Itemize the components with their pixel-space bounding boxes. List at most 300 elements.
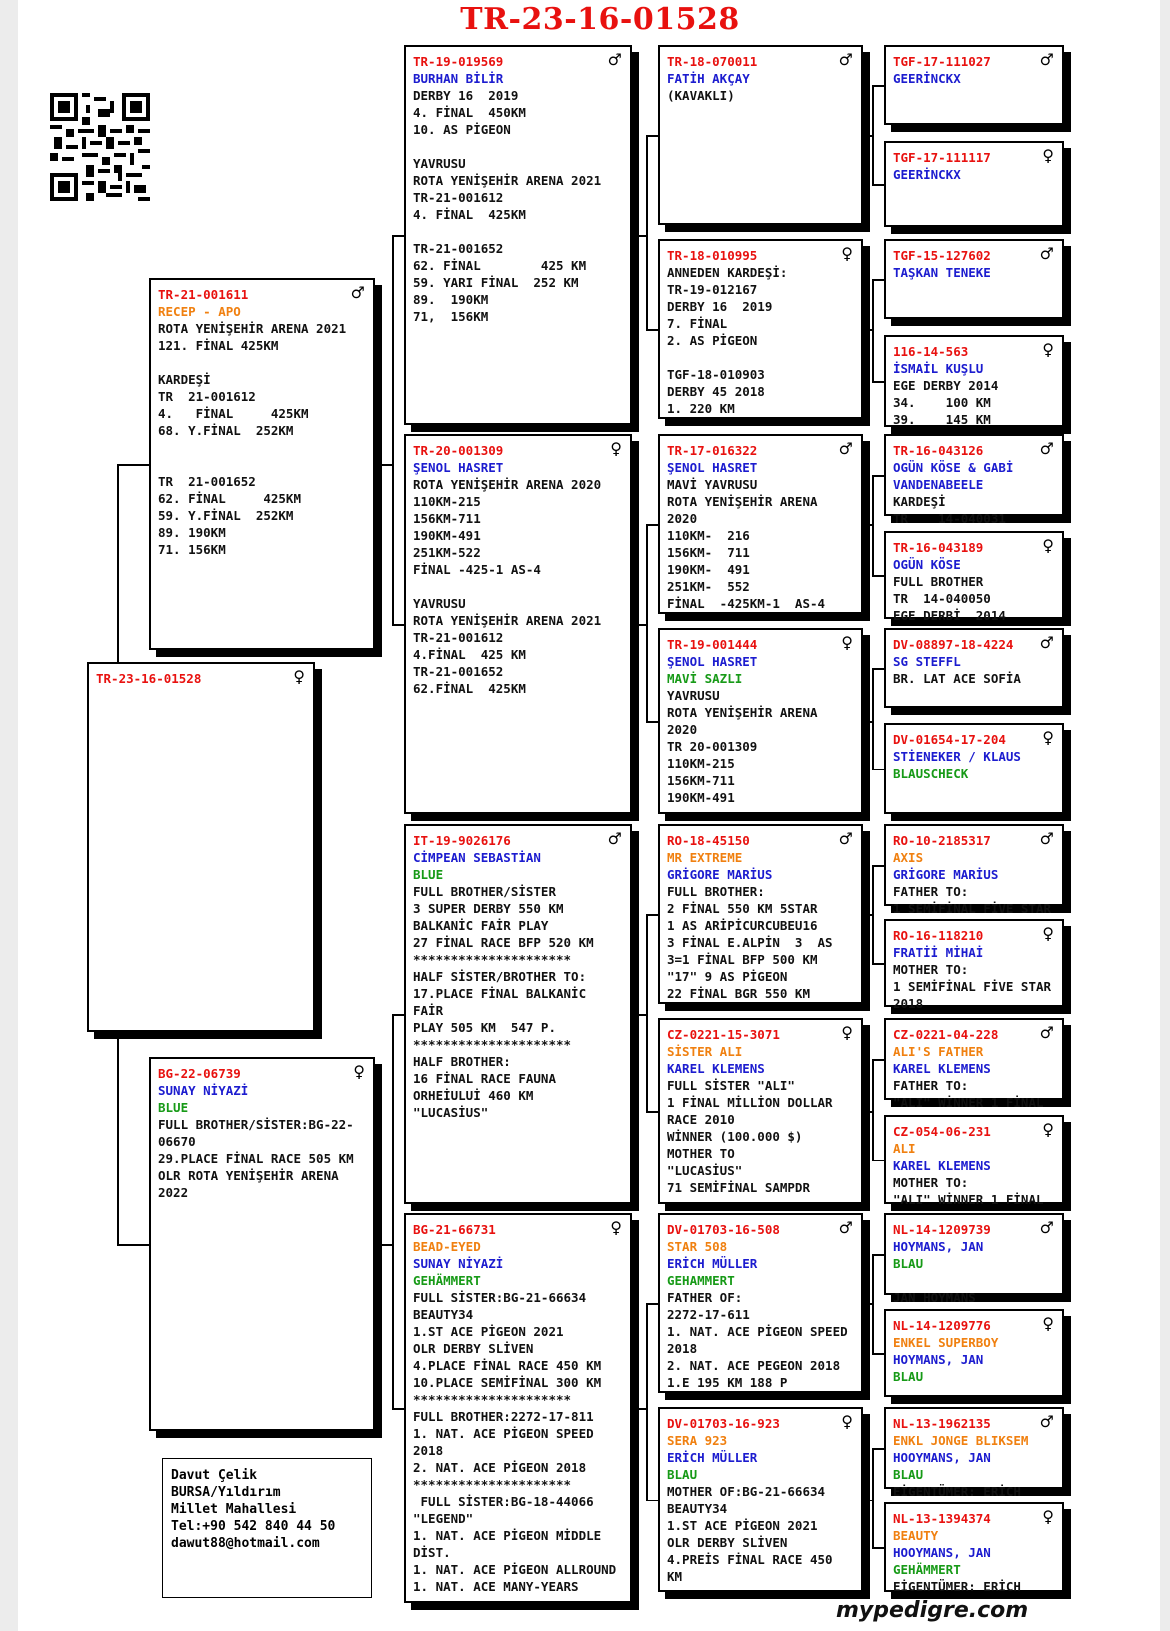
connector-line xyxy=(870,329,872,331)
pedigree-card-ds xyxy=(404,824,632,1204)
card-line: (KAVAKLI) xyxy=(667,88,735,103)
card-line xyxy=(158,456,368,473)
pedigree-card-g8 xyxy=(884,723,1064,814)
ring-number: TR-16-043126 xyxy=(893,443,984,458)
ring-number: TGF-17-111027 xyxy=(893,54,991,69)
card-line: SG STEFFL xyxy=(893,654,961,669)
pedigree-card-g14 xyxy=(884,1309,1064,1397)
card-line: ********************* xyxy=(413,1477,572,1492)
pedigree-card-g12 xyxy=(884,1115,1064,1207)
card-line: 7. FİNAL xyxy=(667,316,728,331)
card-line: "17" 9 AS PİGEON xyxy=(667,969,788,984)
card-line xyxy=(667,349,856,366)
card-line: STİENEKER / KLAUS xyxy=(893,749,1021,764)
card-line: MOTHER TO: xyxy=(893,1175,969,1190)
pedigree-card-g7 xyxy=(884,628,1064,708)
card-line: BLUE xyxy=(413,867,444,882)
card-line: TR 14-040031 xyxy=(893,511,1006,526)
connector-line xyxy=(872,1254,874,1353)
ring-number: TR-19-001444 xyxy=(667,637,758,652)
card-line: 190KM-491 xyxy=(413,528,481,543)
card-line: FATHER TO: xyxy=(893,1078,969,1093)
card-line: EİGENTÜMER: ERİCH xyxy=(893,1484,1021,1499)
card-line: SERA 923 xyxy=(667,1433,728,1448)
male-symbol-icon: ♂ xyxy=(1039,633,1054,652)
card-line: MOTHER TO xyxy=(667,1146,735,1161)
card-line: BR. LAT ACE SOFİA xyxy=(893,671,1021,686)
card-line: RACE 2010 xyxy=(667,1112,735,1127)
card-line: 1. 220 KM xyxy=(667,401,735,416)
connector-line xyxy=(872,475,884,477)
card-line: 16 FİNAL RACE FAUNA xyxy=(413,1071,556,1086)
pedigree-card-g3 xyxy=(884,239,1064,319)
connector-line xyxy=(872,279,884,281)
card-line: 2020 xyxy=(667,511,698,526)
ring-number: BG-22-06739 xyxy=(158,1066,241,1081)
connector-line xyxy=(117,464,119,662)
card-line: "LEGEND" xyxy=(413,1511,474,1526)
card-line: BEAUTY34 xyxy=(667,1501,728,1516)
card-line: ROTA YENİŞEHİR ARENA xyxy=(667,494,818,509)
pedigree-card-g10 xyxy=(884,919,1064,1011)
card-line: SUNAY NİYAZİ xyxy=(158,1083,249,1098)
connector-line xyxy=(646,524,648,721)
card-line: BLAU xyxy=(893,1256,924,1271)
footer-brand: mypedigre.com xyxy=(836,1598,1029,1623)
connector-line xyxy=(382,1244,392,1246)
card-line: GRİGORE MARİUS xyxy=(893,867,999,882)
card-line: ERİCH MÜLLER xyxy=(667,1450,758,1465)
pedigree-card-ddd xyxy=(658,1407,863,1592)
card-line: OGÜN KÖSE & GABİ xyxy=(893,460,1014,475)
card-line: ********************* xyxy=(413,952,572,967)
card-line: WİNNER (100.000 $) xyxy=(667,1129,803,1144)
card-line: TR 14-040050 xyxy=(893,591,991,606)
female-symbol-icon: ♀ xyxy=(1042,728,1054,747)
card-line: OLR ROTA YENİŞEHİR ARENA xyxy=(158,1168,339,1183)
pedigree-card-sdd xyxy=(658,628,863,814)
connector-line xyxy=(639,235,646,237)
card-line: KARDEŞİ xyxy=(893,494,946,509)
card-line: ********************* xyxy=(413,1037,572,1052)
pedigree-card-sire xyxy=(149,278,375,650)
card-line: 110KM-215 xyxy=(667,756,735,771)
card-line: BLAU xyxy=(893,1369,924,1384)
connector-line xyxy=(872,668,874,769)
card-line: MAVİ SAZLI xyxy=(667,671,743,686)
pedigree-card-dd xyxy=(404,1213,632,1603)
ring-number: TR-18-070011 xyxy=(667,54,758,69)
connector-line xyxy=(646,135,648,329)
card-line xyxy=(413,223,625,240)
card-line: ENKEL SUPERBOY xyxy=(893,1335,999,1350)
ring-number: TR-18-010995 xyxy=(667,248,758,263)
connector-line xyxy=(872,1160,884,1162)
card-line: 2020 xyxy=(667,722,698,737)
card-line: OLR DERBY SLİVEN xyxy=(667,1535,788,1550)
male-symbol-icon: ♂ xyxy=(1039,829,1054,848)
card-line: 3=1 FİNAL BFP 500 KM xyxy=(667,952,818,967)
card-line: ORHEİULUİ 460 KM xyxy=(413,1088,534,1103)
ring-number: NL-14-1209776 xyxy=(893,1318,991,1333)
card-line: KAREL KLEMENS xyxy=(893,1061,991,1076)
card-line: HOOYMANS, JAN xyxy=(893,1450,991,1465)
card-line: FULL SİSTER:BG-21-66634 xyxy=(413,1290,587,1305)
card-line: YAVRUSU xyxy=(413,156,466,171)
ring-number: CZ-0221-04-228 xyxy=(893,1027,999,1042)
connector-line xyxy=(872,769,884,771)
card-line: 10. AS PİGEON xyxy=(413,122,511,137)
card-line: 156KM- 711 xyxy=(667,545,750,560)
card-line: ROTA YENİŞEHİR ARENA 2021 xyxy=(413,173,602,188)
card-line: TR 21-001612 xyxy=(158,389,256,404)
page-title: TR-23-16-01528 xyxy=(460,2,740,37)
ring-number: TR-20-001309 xyxy=(413,443,504,458)
pedigree-card-g15 xyxy=(884,1407,1064,1499)
card-line: GEHÄMMERT xyxy=(893,1562,961,1577)
card-line: HOOYMANS, JAN xyxy=(893,1545,991,1560)
card-line: 34. 100 KM xyxy=(893,395,991,410)
ring-number: IT-19-9026176 xyxy=(413,833,511,848)
contact-district: Millet Mahallesi xyxy=(171,1502,297,1517)
pedigree-card-sds xyxy=(658,434,863,614)
pedigree-card-sd xyxy=(404,434,632,814)
female-symbol-icon: ♀ xyxy=(841,1023,853,1042)
connector-line xyxy=(392,235,394,624)
card-line: FRATİİ MİHAİ xyxy=(893,945,984,960)
card-line: 1. NAT. ACE PİGEON SPEED xyxy=(413,1426,594,1441)
card-line: ROTA YENİŞEHİR ARENA 2021 xyxy=(158,321,347,336)
card-line: 1.E 195 KM 188 P xyxy=(667,1375,788,1390)
card-line: ŞENOL HASRET xyxy=(667,654,758,669)
male-symbol-icon: ♂ xyxy=(607,829,622,848)
connector-line xyxy=(872,575,884,577)
pedigree-card-g9 xyxy=(884,824,1064,916)
connector-line xyxy=(872,668,884,670)
card-line: 4. FİNAL 425KM xyxy=(158,406,309,421)
connector-line xyxy=(117,464,149,466)
card-line: ALI xyxy=(893,1141,916,1156)
card-line: BALKANİC FAİR PLAY xyxy=(413,918,549,933)
card-line: HOYMANS, JAN xyxy=(893,1239,984,1254)
pedigree-card-g4 xyxy=(884,335,1064,427)
male-symbol-icon: ♂ xyxy=(838,829,853,848)
card-line: 3 SUPER DERBY 550 KM xyxy=(413,901,564,916)
card-line: 27 FİNAL RACE BFP 520 KM xyxy=(413,935,594,950)
card-line: ŞENOL HASRET xyxy=(413,460,504,475)
connector-line xyxy=(639,1408,646,1410)
pedigree-card-dss xyxy=(658,824,863,1004)
connector-line xyxy=(392,1014,404,1016)
female-symbol-icon: ♀ xyxy=(1042,340,1054,359)
ring-number: TGF-15-127602 xyxy=(893,248,991,263)
card-line: 1 SEMİFİNAL FİVE STAR xyxy=(893,901,1052,916)
card-line: TR 21-001652 xyxy=(158,474,256,489)
card-line: BEAUTY xyxy=(893,1528,939,1543)
pedigree-card-g16 xyxy=(884,1502,1064,1592)
pedigree-card-dds xyxy=(658,1213,863,1393)
card-line: HALF SİSTER/BROTHER TO: xyxy=(413,969,587,984)
card-line: DERBY 45 2018 xyxy=(667,384,765,399)
card-line: 2. AS PİGEON xyxy=(667,333,758,348)
connector-line xyxy=(872,381,884,383)
connector-line xyxy=(872,1448,884,1450)
female-symbol-icon: ♀ xyxy=(610,439,622,458)
card-line: YAVRUSU xyxy=(667,688,720,703)
card-line: 4. FİNAL 425KM xyxy=(413,207,526,222)
card-line: TAŞKAN TENEKE xyxy=(893,265,991,280)
connector-line xyxy=(392,1408,404,1410)
card-line: 1.ST ACE PİGEON 2021 xyxy=(667,1518,818,1533)
card-line: 89. 190KM xyxy=(413,292,489,307)
card-line: 1. NAT. ACE MANY-YEARS xyxy=(413,1579,579,1594)
card-line xyxy=(413,138,625,155)
card-line: TR-21-001652 xyxy=(413,241,504,256)
card-line: 251KM-522 xyxy=(413,545,481,560)
card-line: "ALI" WİNNER 1 FİNAL xyxy=(893,1192,1044,1207)
pedigree-card-ss xyxy=(404,45,632,425)
connector-line xyxy=(870,914,872,916)
card-line: YAVRUSU xyxy=(413,596,466,611)
connector-line xyxy=(646,329,658,331)
card-line: MAVİ YAVRUSU xyxy=(667,477,758,492)
card-line: BURHAN BİLİR xyxy=(413,71,504,86)
card-line: MOTHER TO: xyxy=(893,962,969,977)
card-line: FULL BROTHER: xyxy=(667,884,765,899)
connector-line xyxy=(117,1244,149,1246)
pedigree-card-subject xyxy=(87,662,315,1032)
ring-number: TR-23-16-01528 xyxy=(96,671,202,686)
contact-name: Davut Çelik xyxy=(171,1468,258,1483)
connector-line xyxy=(870,1111,872,1113)
pedigree-card-g5 xyxy=(884,434,1064,526)
card-line: "LUCASİUS" xyxy=(667,1163,743,1178)
card-line: İSMAİL KUŞLU xyxy=(893,361,984,376)
ring-number: NL-14-1209739 xyxy=(893,1222,991,1237)
ring-number: DV-01654-17-204 xyxy=(893,732,1006,747)
pedigree-card-dam xyxy=(149,1057,375,1431)
card-line: "ALI" WİNNER 1 FİNAL xyxy=(893,1095,1044,1110)
male-symbol-icon: ♂ xyxy=(838,1218,853,1237)
male-symbol-icon: ♂ xyxy=(607,50,622,69)
card-line: 121. FİNAL 425KM xyxy=(158,338,279,353)
connector-line xyxy=(872,184,884,186)
card-line: 1. NAT. ACE PİGEON MİDDLE xyxy=(413,1528,602,1543)
card-line: TR-21-001652 xyxy=(413,664,504,679)
card-line: GRİGORE MARİUS xyxy=(667,867,773,882)
connector-line xyxy=(872,1448,874,1547)
card-line: GEERİNCKX xyxy=(893,71,961,86)
card-line: 71 SEMİFİNAL SAMPDR xyxy=(667,1180,810,1195)
card-line: TR-21-001612 xyxy=(413,630,504,645)
card-line: PLAY 505 KM 547 P. xyxy=(413,1020,556,1035)
card-line: 62.FİNAL 425KM xyxy=(413,681,526,696)
card-line: ŞENOL HASRET xyxy=(667,460,758,475)
card-line: 1. NAT. ACE PİGEON SPEED xyxy=(667,1324,848,1339)
ring-number: RO-16-118210 xyxy=(893,928,984,943)
card-line: 4. FİNAL 450KM xyxy=(413,105,526,120)
card-line: 4.FİNAL 425 KM xyxy=(413,647,526,662)
card-line: 110KM-215 xyxy=(413,494,481,509)
card-line: 1 AS ARİPİCURCUBEU16 xyxy=(667,918,818,933)
connector-line xyxy=(870,1500,872,1502)
connector-line xyxy=(646,721,658,723)
connector-line xyxy=(392,1014,394,1408)
card-line: BLAU xyxy=(893,1467,924,1482)
male-symbol-icon: ♂ xyxy=(838,50,853,69)
card-line: FİNAL -425KM-1 AS-4 xyxy=(667,596,826,611)
card-line: 62. FİNAL 425KM xyxy=(158,491,301,506)
card-line: 4.PLACE FİNAL RACE 450 KM xyxy=(413,1358,602,1373)
card-line: DİST. xyxy=(413,1545,451,1560)
card-line: 2. NAT. ACE PİGEON 2018 xyxy=(413,1460,587,1475)
card-line: TGF-18-010903 xyxy=(667,367,765,382)
connector-line xyxy=(392,235,404,237)
pedigree-card-g1 xyxy=(884,45,1064,125)
pedigree-card-g11 xyxy=(884,1018,1064,1110)
card-line: ANNEDEN KARDEŞİ: xyxy=(667,265,788,280)
ring-number: CZ-0221-15-3071 xyxy=(667,1027,780,1042)
female-symbol-icon: ♀ xyxy=(1042,1120,1054,1139)
connector-line xyxy=(872,85,874,184)
card-line: SUNAY NİYAZİ xyxy=(413,1256,504,1271)
card-line: MR EXTREME xyxy=(667,850,743,865)
card-line: GEHAMMERT xyxy=(667,1273,735,1288)
pedigree-card-g13 xyxy=(884,1213,1064,1305)
card-line: JAN HOYMANS xyxy=(893,1290,976,1305)
ring-number: RO-10-2185317 xyxy=(893,833,991,848)
ring-number: TR-16-043189 xyxy=(893,540,984,555)
ring-number: DV-08897-18-4224 xyxy=(893,637,1014,652)
card-line: 4.PREİS FİNAL RACE 450 xyxy=(667,1552,833,1567)
male-symbol-icon: ♂ xyxy=(1039,1218,1054,1237)
card-line: SİSTER ALI xyxy=(667,1044,743,1059)
card-line: GEERİNCKX xyxy=(893,167,961,182)
ring-number: CZ-054-06-231 xyxy=(893,1124,991,1139)
pedigree-card-ssd xyxy=(658,239,863,419)
contact-email: dawut88@hotmail.com xyxy=(171,1536,320,1551)
pedigree-card-g6 xyxy=(884,531,1064,623)
connector-line xyxy=(872,963,884,965)
connector-line xyxy=(872,1059,874,1160)
card-line: 17.PLACE FİNAL BALKANİC xyxy=(413,986,587,1001)
female-symbol-icon: ♀ xyxy=(353,1062,365,1081)
card-line: ROTA YENİŞEHİR ARENA 2020 xyxy=(413,477,602,492)
card-line: 156KM-711 xyxy=(667,773,735,788)
card-line: HOYMANS, JAN xyxy=(893,1352,984,1367)
card-line: 2. NAT. ACE PEGEON 2018 xyxy=(667,1358,841,1373)
female-symbol-icon: ♀ xyxy=(1042,1314,1054,1333)
contact-box xyxy=(162,1458,372,1598)
card-line: EİGENTÜMER: ERİCH xyxy=(893,1579,1021,1594)
ring-number: RO-18-45150 xyxy=(667,833,750,848)
card-line: FAİR xyxy=(413,1003,444,1018)
card-line: FULL BROTHER xyxy=(893,574,984,589)
connector-line xyxy=(392,624,404,626)
connector-line xyxy=(646,1500,658,1502)
connector-line xyxy=(382,464,392,466)
pedigree-card-g2 xyxy=(884,141,1064,227)
card-line: VANDENABEELE xyxy=(893,477,984,492)
male-symbol-icon: ♂ xyxy=(1039,439,1054,458)
pedigree-card-sss xyxy=(658,45,863,225)
card-line: ROTA YENİŞEHİR ARENA 2021 xyxy=(413,613,602,628)
ring-number: 116-14-563 xyxy=(893,344,969,359)
male-symbol-icon: ♂ xyxy=(1039,1412,1054,1431)
card-line: ENKL JONGE BLIKSEM xyxy=(893,1433,1029,1448)
card-line: EGE DERBY 2014 xyxy=(893,378,999,393)
connector-line xyxy=(870,721,872,723)
card-line: 1 SEMİFİNAL FİVE STAR xyxy=(893,979,1052,994)
card-line: FULL SİSTER "ALI" xyxy=(667,1078,795,1093)
connector-line xyxy=(872,865,874,963)
card-line: ERİCH MÜLLER xyxy=(667,1256,758,1271)
card-line: KAREL KLEMENS xyxy=(667,1061,765,1076)
card-line xyxy=(413,578,625,595)
card-line: TR-21-001612 xyxy=(413,190,504,205)
card-line: ROTA YENİŞEHİR ARENA xyxy=(667,705,818,720)
connector-line xyxy=(872,1547,884,1549)
female-symbol-icon: ♀ xyxy=(1042,924,1054,943)
ring-number: TR-19-019569 xyxy=(413,54,504,69)
card-line: 3 FİNAL E.ALPİN 3 AS xyxy=(667,935,833,950)
female-symbol-icon: ♀ xyxy=(841,1412,853,1431)
card-line: DERBY 16 2019 xyxy=(667,299,773,314)
connector-line xyxy=(872,475,874,575)
male-symbol-icon: ♂ xyxy=(1039,1023,1054,1042)
female-symbol-icon: ♀ xyxy=(1042,146,1054,165)
card-line: 71, 156KM xyxy=(413,309,489,324)
card-line: 06670 xyxy=(158,1134,196,1149)
female-symbol-icon: ♀ xyxy=(610,1218,622,1237)
connector-line xyxy=(646,135,658,137)
connector-line xyxy=(646,524,658,526)
ring-number: NL-13-1394374 xyxy=(893,1511,991,1526)
card-line: 10.PLACE SEMİFİNAL 300 KM xyxy=(413,1375,602,1390)
card-line: KAREL KLEMENS xyxy=(893,1158,991,1173)
card-line: 251KM- 552 xyxy=(667,579,750,594)
ring-number: TR-17-016322 xyxy=(667,443,758,458)
card-line: BLAUSCHECK xyxy=(893,766,969,781)
card-line: ALI'S FATHER xyxy=(893,1044,984,1059)
card-line: "LUCASİUS" xyxy=(413,1105,489,1120)
card-line: 190KM-491 xyxy=(667,790,735,805)
card-line: 29.PLACE FİNAL RACE 505 KM xyxy=(158,1151,354,1166)
ring-number: TR-21-001611 xyxy=(158,287,249,302)
card-line: 110KM- 216 xyxy=(667,528,750,543)
connector-line xyxy=(870,135,872,137)
card-line xyxy=(158,354,368,371)
female-symbol-icon: ♀ xyxy=(841,633,853,652)
card-line: 2272-17-611 xyxy=(667,1307,750,1322)
card-line: FULL BROTHER/SİSTER:BG-22- xyxy=(158,1117,354,1132)
connector-line xyxy=(870,524,872,526)
male-symbol-icon: ♂ xyxy=(1039,50,1054,69)
card-line: 68. Y.FİNAL 252KM xyxy=(158,423,294,438)
card-line: CİMPEAN SEBASTİAN xyxy=(413,850,541,865)
pedigree-card-dsd xyxy=(658,1018,863,1204)
card-line: 2018 xyxy=(667,1341,698,1356)
card-line: GEHÄMMERT xyxy=(413,1273,481,1288)
male-symbol-icon: ♂ xyxy=(350,283,365,302)
card-line: DERBY 16 2019 xyxy=(413,88,519,103)
connector-line xyxy=(117,1032,119,1244)
card-line: FULL SİSTER:BG-18-44066 xyxy=(413,1494,594,1509)
card-line: 59. Y.FİNAL 252KM xyxy=(158,508,294,523)
card-line: TR 20-001309 xyxy=(667,739,758,754)
connector-line xyxy=(646,1303,648,1500)
card-line: FİNAL -425-1 AS-4 xyxy=(413,562,541,577)
